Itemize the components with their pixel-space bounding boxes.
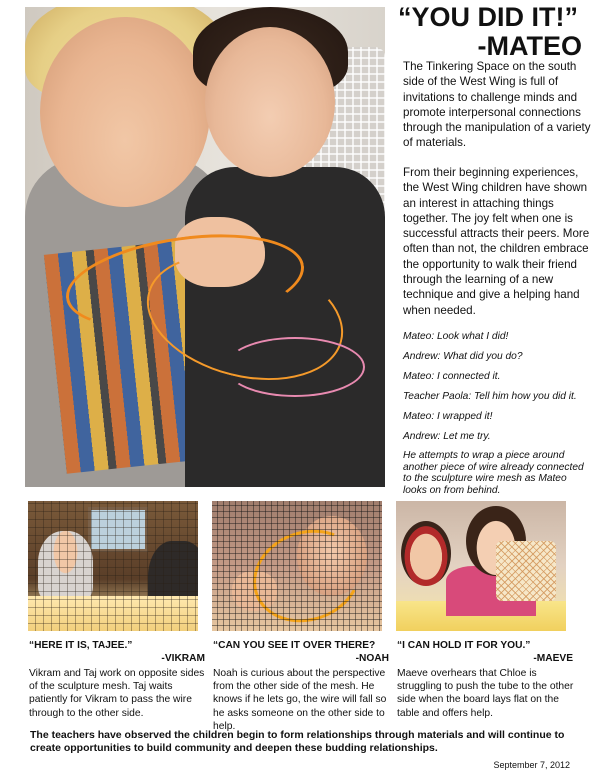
- panel-quote-attribution: -NOAH: [355, 653, 389, 664]
- panel-quote-2: [213, 640, 391, 666]
- photo-child-blond-face: [40, 17, 210, 207]
- panel-quote-3: [397, 640, 575, 666]
- panel-photo-maeve: [396, 501, 566, 631]
- dialogue-line: Andrew: What did you do?: [403, 351, 523, 362]
- dialogue-line: Andrew: Let me try.: [403, 431, 491, 442]
- panel-quote-1: [29, 640, 207, 666]
- panel-caption-1: Vikram and Taj work on opposite sides of the sculpture mesh. Taj waits patiently for Vikram to pass the wire through to the other side.: [29, 668, 205, 719]
- panel-quote-text: “I CAN HOLD IT FOR YOU.”: [397, 640, 531, 651]
- photo-wire-mesh: [28, 501, 198, 631]
- page-title: [398, 3, 594, 61]
- dialogue-line: Mateo: I wrapped it!: [403, 411, 493, 422]
- panel-photo-noah: [212, 501, 382, 631]
- dialogue-note: He attempts to wrap a piece around another piece of wire already connected to the sculpture wire mesh as Mateo looks on from behind.: [403, 450, 584, 496]
- intro-paragraph-2: From their beginning experiences, the West Wing children have shown an interest in attaching things together. The joy felt when one is successful attracts their peers. More often than not, the children embrace the opportunity to walk their friend through the learning of a new technique and give a helping hand when needed.: [403, 166, 590, 317]
- panel-quote-attribution: -VIKRAM: [161, 653, 205, 664]
- photo-wire-mesh: [212, 501, 382, 631]
- title-attribution: -MATEO: [477, 31, 582, 61]
- panel-quote-text: “HERE IT IS, TAJEE.”: [29, 640, 133, 651]
- dialogue: [403, 331, 593, 496]
- closing-statement: The teachers have observed the children begin to form relationships through materials and will continue to create opportunities to build community and deepen these budding relationships.: [30, 729, 565, 754]
- panel-caption-3: Maeve overhears that Chloe is struggling to push the tube to the other side when the board lays flat on the table and offers help.: [397, 668, 574, 719]
- panel-quote-attribution: -MAEVE: [533, 653, 573, 664]
- document-date: September 7, 2012: [493, 760, 570, 770]
- panel-quote-text: “CAN YOU SEE IT OVER THERE?: [213, 640, 376, 651]
- panel-photo-vikram: [28, 501, 198, 631]
- intro-paragraph-1: The Tinkering Space on the south side of the West Wing is full of invitations to challenge minds and promote interpersonal connections through the manipulation of a variety of materials.: [403, 60, 591, 150]
- dialogue-line: Teacher Paola: Tell him how you did it.: [403, 391, 577, 402]
- photo-pink-wire: [225, 337, 365, 397]
- title-quote: “YOU DID IT!”: [398, 2, 578, 32]
- dialogue-line: Mateo: I connected it.: [403, 371, 501, 382]
- main-photo: [25, 7, 385, 487]
- dialogue-line: Mateo: Look what I did!: [403, 331, 509, 342]
- photo-wire-mesh: [496, 541, 556, 601]
- photo-child-dark-face: [205, 27, 335, 177]
- panel-caption-2: Noah is curious about the perspective from the other side of the mesh. He knows if he lets go, the wire will fall so he asks someone on the other side to help.: [213, 668, 387, 732]
- photo-child-face: [401, 521, 451, 586]
